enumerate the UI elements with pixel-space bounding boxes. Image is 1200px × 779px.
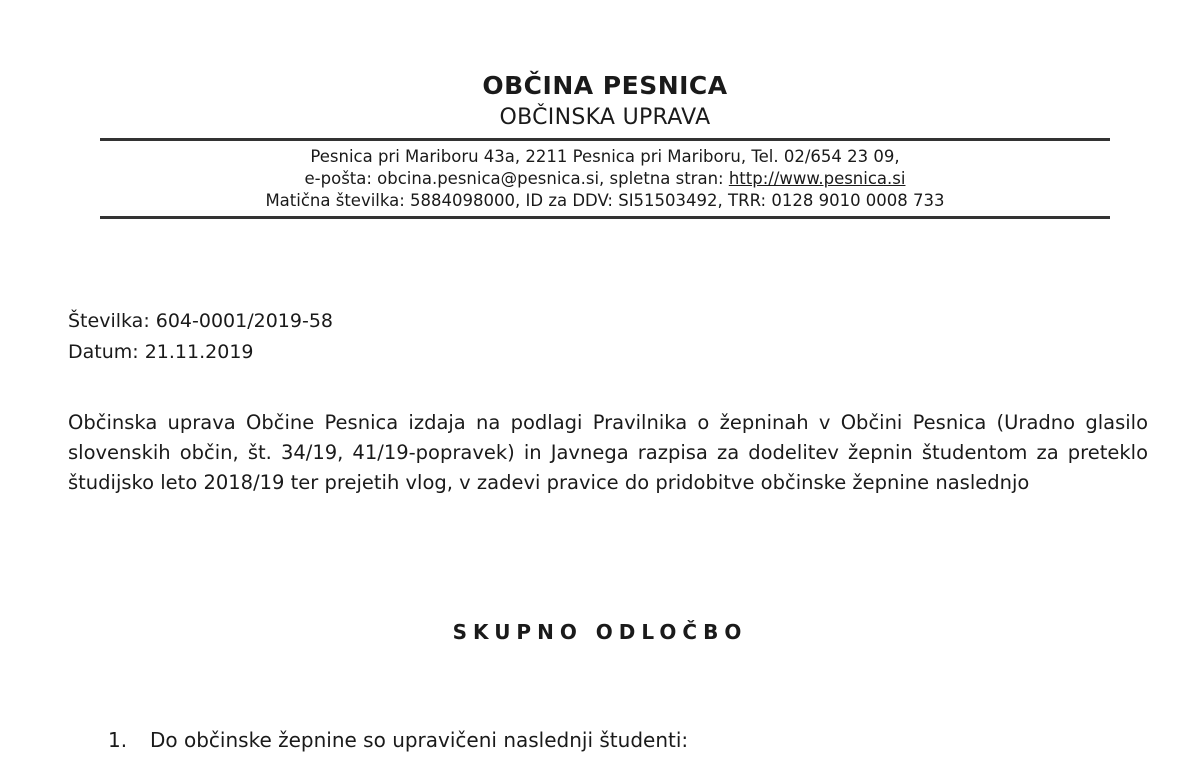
body-paragraph: Občinska uprava Občine Pesnica izdaja na podlagi Pravilnika o žepninah v Občini Pesnica (Uradno glasilo slovenskih občin, št. 34/19, 41/19-popravek) in Javnega razpisa za dodelitev žepnin študentom za preteklo študijsko leto 2018/19 ter prejetih vlog, v zadevi pravice do pridobitve občinske žepnine naslednjo: [68, 411, 1148, 494]
website-link[interactable]: http://www.pesnica.si: [728, 169, 906, 188]
decision-title: SKUPNO ODLOČBO: [452, 620, 748, 644]
organization-subtitle: OBČINSKA UPRAVA: [499, 105, 711, 130]
list-item-text: Do občinske žepnine so upravičeni naslednji študenti:: [150, 728, 689, 752]
list-item-number: 1.: [108, 728, 128, 752]
letterhead-bottom-rule: [100, 216, 1110, 219]
address-line: Pesnica pri Mariboru 43a, 2211 Pesnica pri Mariboru, Tel. 02/654 23 09,: [310, 147, 900, 166]
organization-name: OBČINA PESNICA: [482, 71, 728, 100]
document-date: Datum: 21.11.2019: [68, 341, 254, 363]
list-item: [108, 725, 688, 755]
letterhead-top-rule: [100, 138, 1110, 141]
contact-block: [100, 146, 1110, 212]
document-number: Številka: 604-0001/2019-58: [68, 310, 334, 332]
reference-block: [68, 306, 333, 368]
email-text: e-pošta: obcina.pesnica@pesnica.si, spletna stran:: [304, 169, 729, 188]
letterhead: [100, 70, 1110, 219]
registry-line: Matična številka: 5884098000, ID za DDV: SI51503492, TRR: 0128 9010 0008 733: [265, 191, 945, 210]
email-web-line: [100, 168, 1110, 190]
